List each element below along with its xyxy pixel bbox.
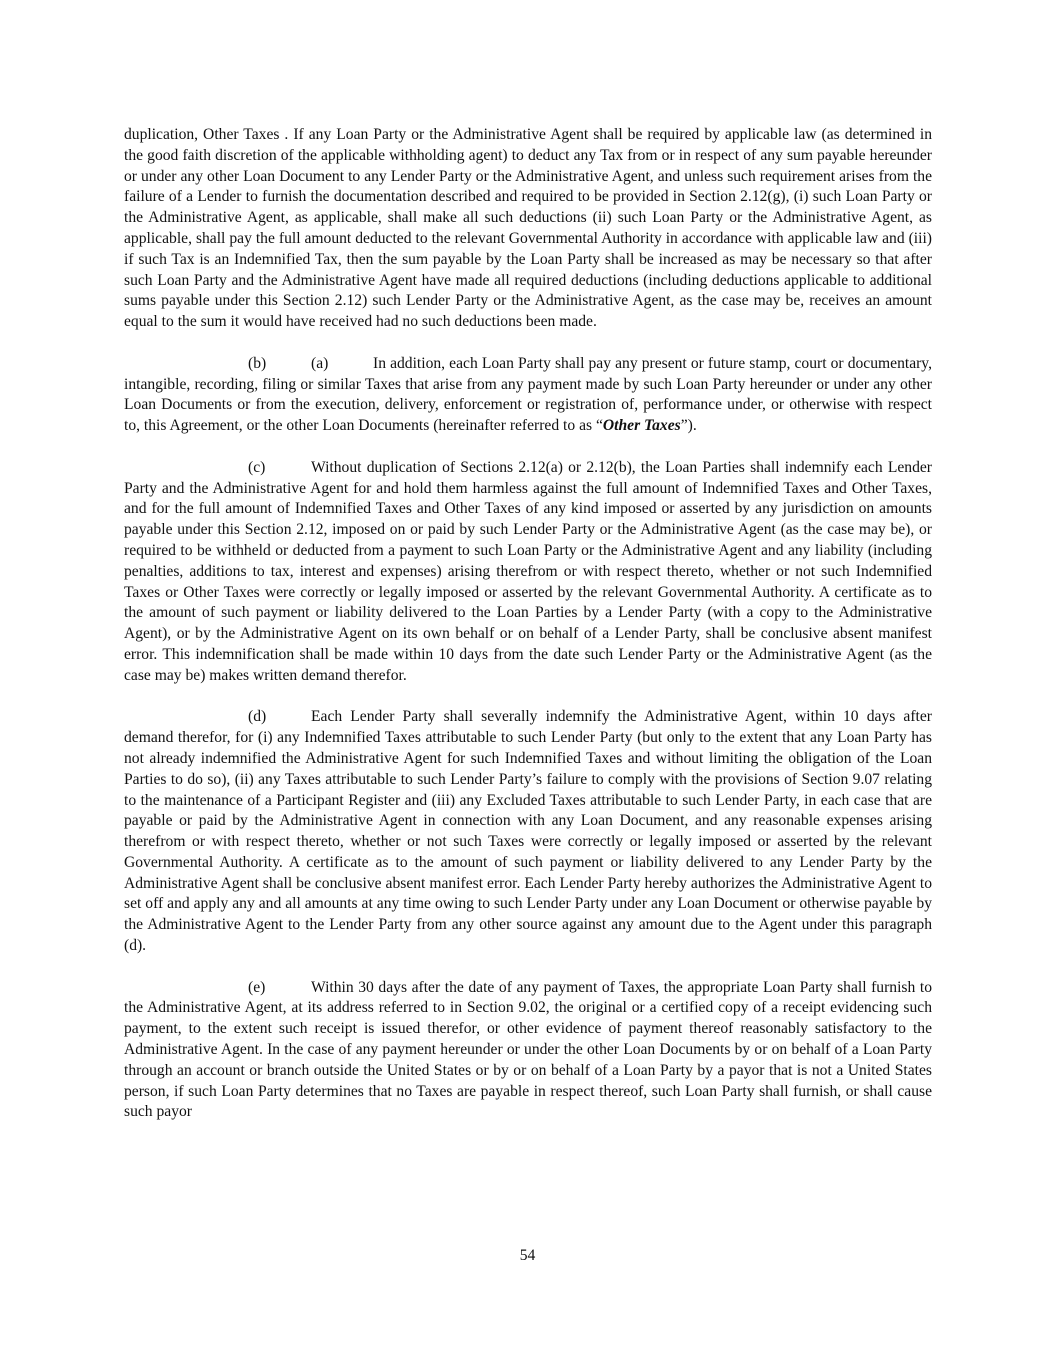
paragraph-b-label: (b): [248, 354, 267, 372]
paragraph-d-label: (d): [248, 708, 267, 726]
paragraph-c-label: (c): [248, 458, 266, 476]
document-page: [124, 125, 932, 1144]
paragraph-d: [124, 707, 932, 957]
paragraph-b-text-before: In addition, each Loan Party shall pay any present or future stamp, court or documentary, intangible, recording, filing or similar Taxes that arise from any payment made by such Loan Party hereunder or under any other Loan Documents or from the execution, delivery, enforcement or registration of, performance under, or otherwise with respect to, this Agreement, or the other Loan Documents (hereinafter referred to as “: [124, 354, 932, 435]
paragraph-e-text: Within 30 days after the date of any payment of Taxes, the appropriate Loan Party shall furnish to the Administrative Agent, at its address referred to in Section 9.02, the original or a certified copy of a receipt evidencing such payment, to the extent such receipt is issued therefor, or other evidence of payment thereof reasonably satisfactory to the Administrative Agent. In the case of any payment hereunder or under the other Loan Documents by or on behalf of a Loan Party through an account or branch outside the United States or by or on behalf of a Loan Party by a payor that is not a United States person, if such Loan Party determines that no Taxes are payable in respect thereof, such Loan Party shall furnish, or shall cause such payor: [124, 978, 932, 1121]
paragraph-e-label: (e): [248, 978, 266, 996]
paragraph-b-text-after: ”).: [680, 417, 697, 435]
page-number: 54: [519, 1247, 536, 1264]
paragraph-d-text: Each Lender Party shall severally indemnify the Administrative Agent, within 10 days after demand therefor, for (i) any Indemnified Taxes attributable to such Lender Party (but only to the extent that any Loan Party has not already indemnified the Administrative Agent for such Indemnified Taxes and without limiting the obligation of the Loan Parties to do so), (ii) any Taxes attributable to such Lender Party’s failure to comply with the provisions of Section 9.07 relating to the maintenance of a Participant Register and (iii) any Excluded Taxes attributable to such Lender Party, in each case that are payable or paid by the Administrative Agent in connection with any Loan Document, and any reasonable expenses arising therefrom or with respect thereto, whether or not such Taxes were correctly or legally imposed or asserted by the relevant Governmental Authority. A certificate as to the amount of such payment or liability delivered to any Lender Party by the Administrative Agent shall be conclusive absent manifest error. Each Lender Party hereby authorizes the Administrative Agent to set off and apply any and all amounts at any time owing to such Lender Party under any Loan Document or otherwise payable by the Administrative Agent to the Lender Party from any other source against any amount due to the Agent under this paragraph (d).: [124, 708, 932, 955]
defined-term-other-taxes: Other Taxes: [602, 417, 681, 435]
paragraph-a-continuation: duplication, Other Taxes . If any Loan Party or the Administrative Agent shall be required by applicable law (as determined in the good faith discretion of the applicable withholding agent) to deduct any Tax from or in respect of any sum payable hereunder or under any other Loan Document to any Lender Party or the Administrative Agent, and unless such requirement arises from the failure of a Lender to furnish the documentation described and required to be provided in Section 2.12(g), (i) such Loan Party or the Administrative Agent, as applicable, shall make all such deductions (ii) such Loan Party or the Administrative Agent, as applicable, shall pay the full amount deducted to the relevant Governmental Authority in accordance with applicable law and (iii) if such Tax is an Indemnified Tax, then the sum payable by the Loan Party shall be increased as may be necessary so that after such Loan Party and the Administrative Agent have made all required deductions (including deductions applicable to additional sums payable under this Section 2.12) such Lender Party or the Administrative Agent, as the case may be, receives an amount equal to the sum it would have received had no such deductions been made.: [124, 126, 932, 331]
paragraph-c-text: Without duplication of Sections 2.12(a) or 2.12(b), the Loan Parties shall indemnify each Lender Party and the Administrative Agent for and hold them harmless against the full amount of Indemnified Taxes and Other Taxes, and for the full amount of Indemnified Taxes and Other Taxes of any kind imposed or asserted by any jurisdiction on amounts payable under this Section 2.12, imposed on or paid by such Lender Party or the Administrative Agent (as the case may be), or required to be withheld or deducted from a payment to such Loan Party or the Administrative Agent and any liability (including penalties, additions to tax, interest and expenses) arising therefrom or with respect thereto, whether or not such Indemnified Taxes or Other Taxes were correctly or legally imposed or asserted by the relevant Governmental Authority. A certificate as to the amount of such payment or liability delivered to the Loan Parties by a Lender Party (with a copy to the Administrative Agent), or by the Administrative Agent on its own behalf or on behalf of a Lender Party, shall be conclusive absent manifest error. This indemnification shall be made within 10 days from the date such Lender Party or the Administrative Agent (as the case may be) makes written demand therefor.: [124, 458, 932, 684]
paragraph-e: [124, 978, 932, 1124]
paragraph-b-sublabel: (a): [311, 354, 329, 372]
paragraph-c: [124, 458, 932, 687]
paragraph-b: [124, 354, 932, 437]
